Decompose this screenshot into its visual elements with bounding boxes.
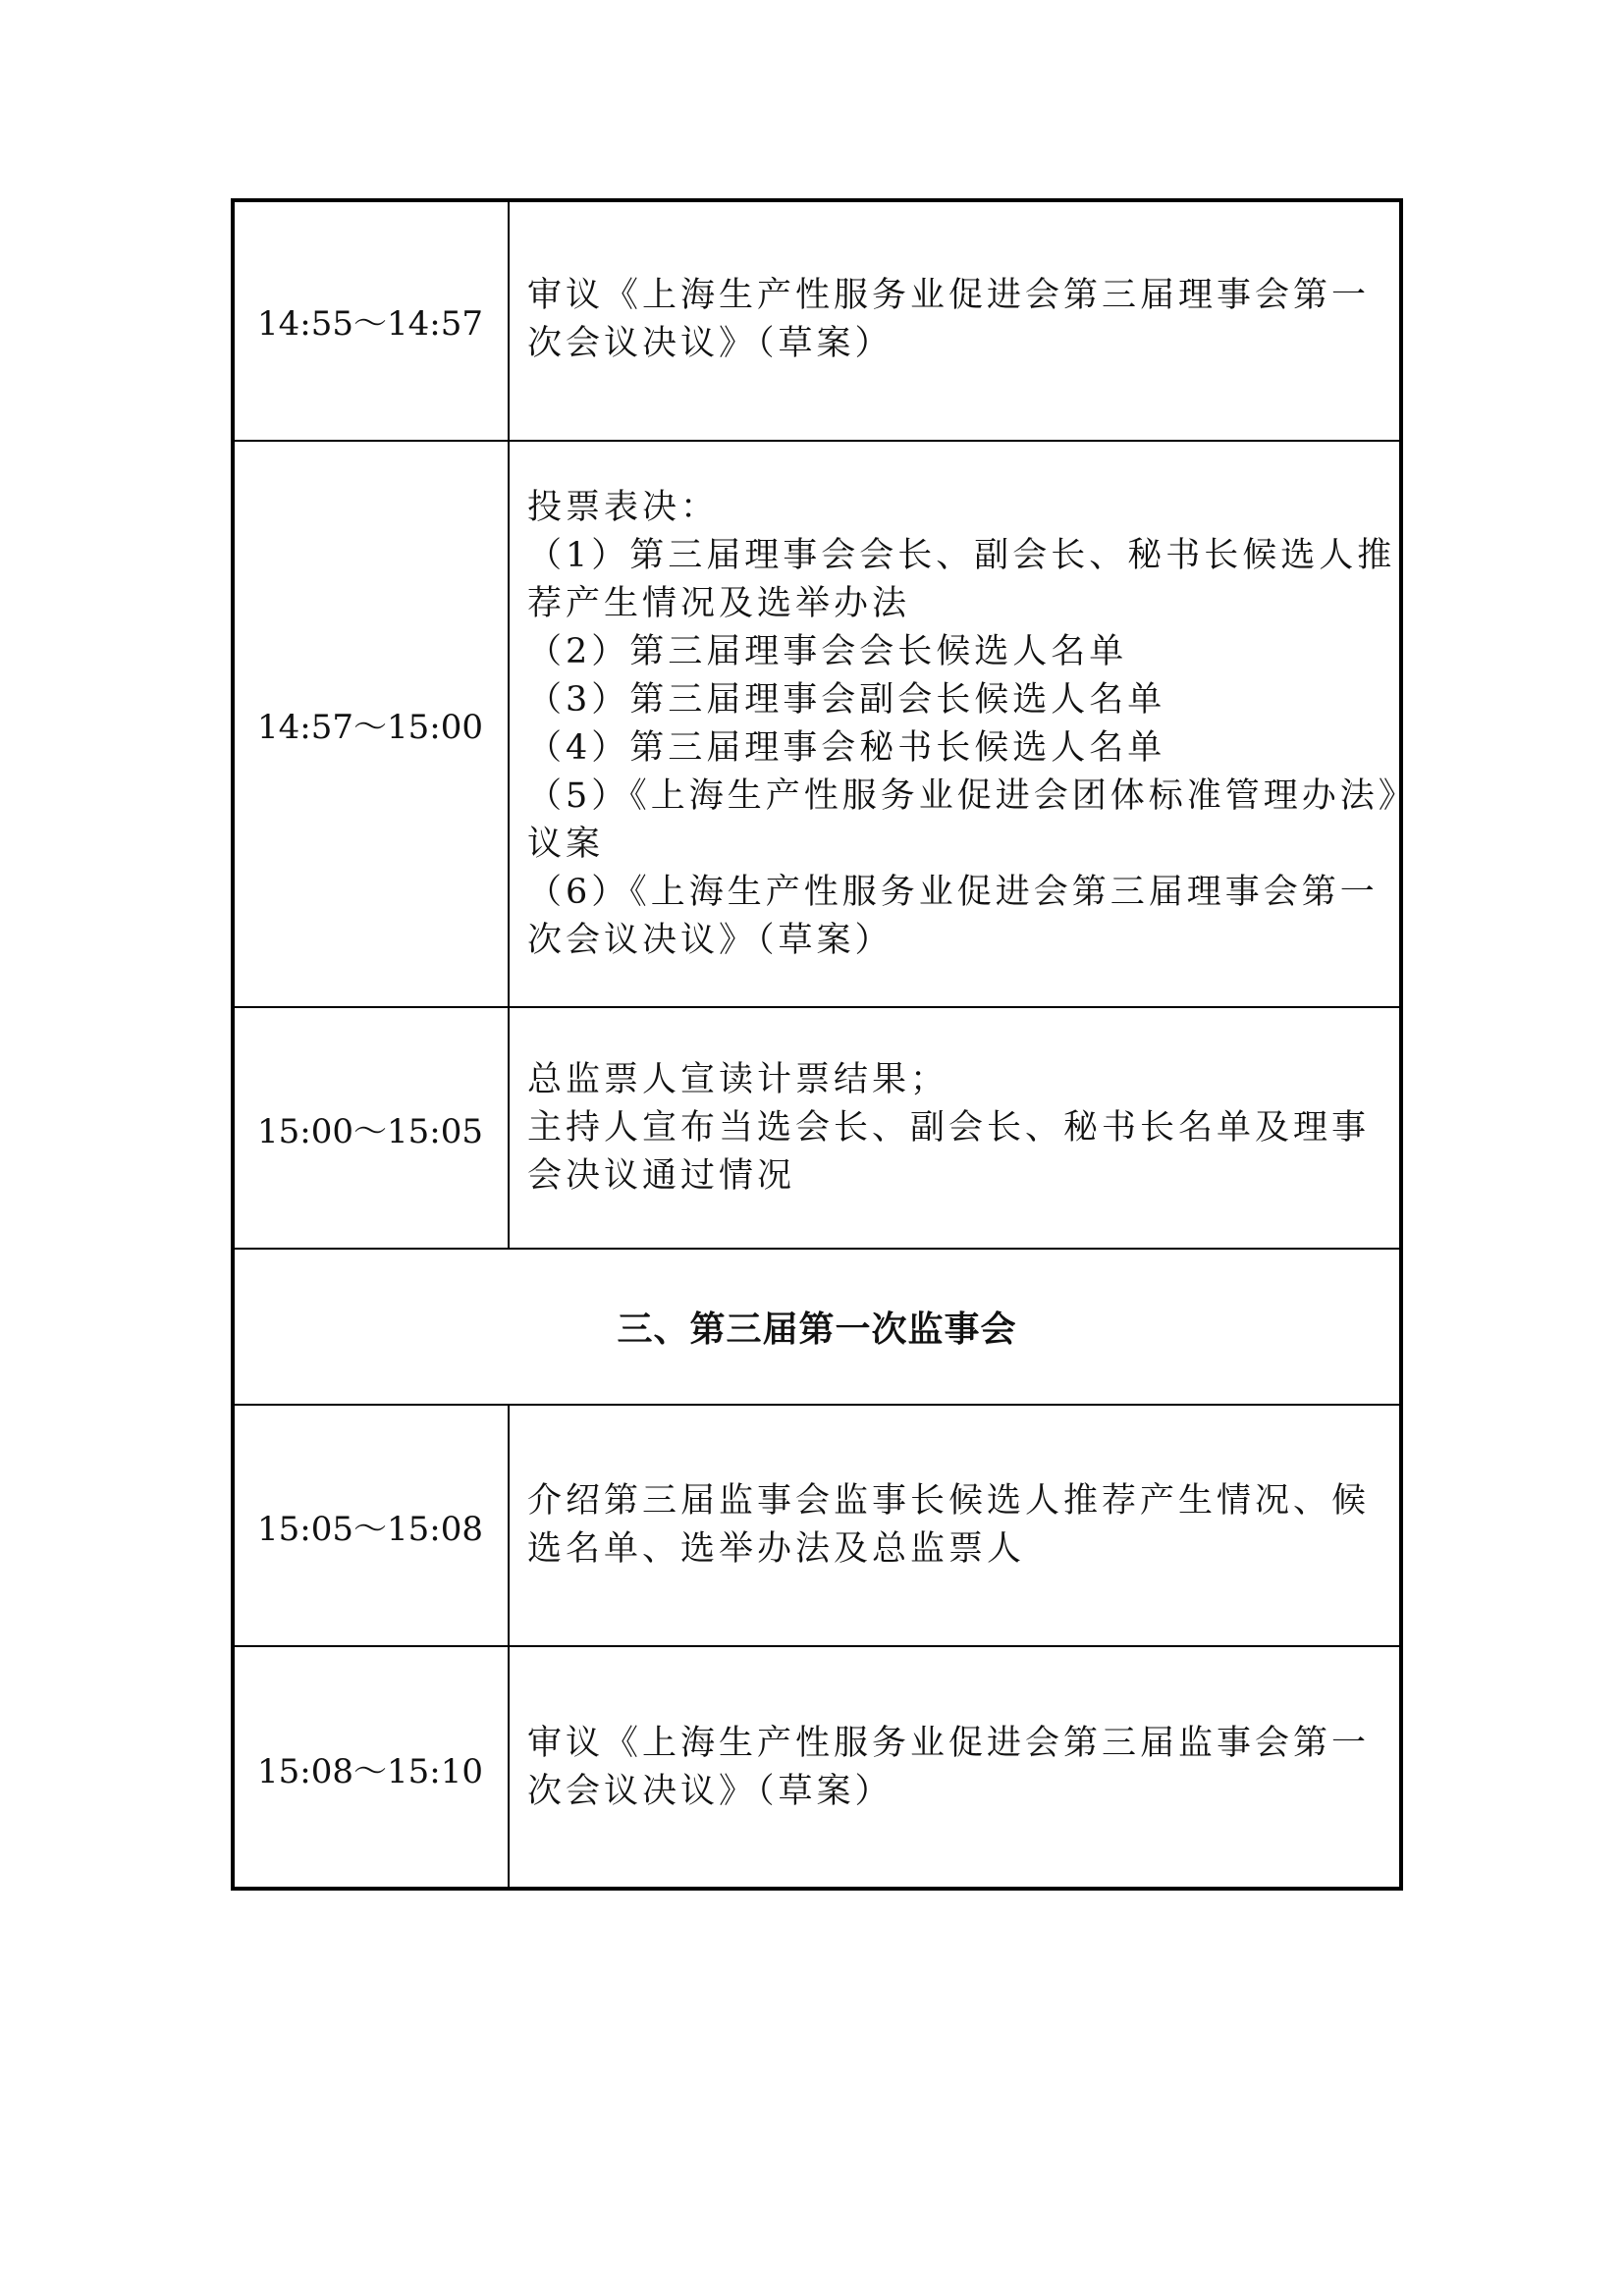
content-line: 荐产生情况及选举办法	[527, 583, 911, 623]
content-line: 议案	[527, 824, 605, 864]
section-title: 三、第三届第一次监事会	[232, 1249, 1402, 1405]
content-line: 投票表决：	[527, 487, 720, 527]
content-line: 次会议决议》（草案）	[527, 1772, 893, 1811]
content-cell	[509, 1007, 1402, 1249]
time-cell: 14:55～14:57	[232, 199, 509, 441]
content-line: （2）第三届理事会会长候选人名单	[527, 631, 1128, 671]
time-cell: 15:00～15:05	[232, 1007, 509, 1249]
content-line: （5）《上海生产性服务业促进会团体标准管理办法》	[527, 775, 1417, 816]
content-line: （4）第三届理事会秘书长候选人名单	[527, 727, 1166, 768]
content-line: 总监票人宣读计票结果；	[527, 1059, 949, 1099]
content-line: 次会议决议》（草案）	[527, 920, 893, 960]
table-row	[232, 441, 1402, 1007]
content-cell	[509, 1405, 1402, 1646]
content-cell	[509, 199, 1402, 441]
content-line: 审议《上海生产性服务业促进会第三届理事会第一	[527, 276, 1371, 315]
section-row	[232, 1249, 1402, 1405]
content-line: 选名单、选举办法及总监票人	[527, 1529, 1026, 1569]
content-line: 会决议通过情况	[527, 1155, 796, 1196]
content-line: （3）第三届理事会副会长候选人名单	[527, 679, 1166, 720]
agenda-table	[231, 198, 1417, 1891]
table-row	[232, 199, 1402, 441]
time-cell: 15:05～15:08	[232, 1405, 509, 1646]
table-row	[232, 1007, 1402, 1249]
table-row	[232, 1405, 1402, 1646]
content-line: （6）《上海生产性服务业促进会第三届理事会第一	[527, 872, 1379, 912]
table-row	[232, 1646, 1402, 1890]
content-line: 介绍第三届监事会监事长候选人推荐产生情况、候	[527, 1481, 1371, 1521]
content-line: 审议《上海生产性服务业促进会第三届监事会第一	[527, 1724, 1371, 1763]
time-cell: 15:08～15:10	[232, 1646, 509, 1890]
content-cell	[509, 1646, 1402, 1890]
time-cell: 14:57～15:00	[232, 441, 509, 1007]
content-cell	[509, 441, 1417, 1007]
content-line: （1）第三届理事会会长、副会长、秘书长候选人推	[527, 535, 1396, 575]
content-line: 次会议决议》（草案）	[527, 324, 893, 363]
content-line: 主持人宣布当选会长、副会长、秘书长名单及理事	[527, 1107, 1371, 1148]
